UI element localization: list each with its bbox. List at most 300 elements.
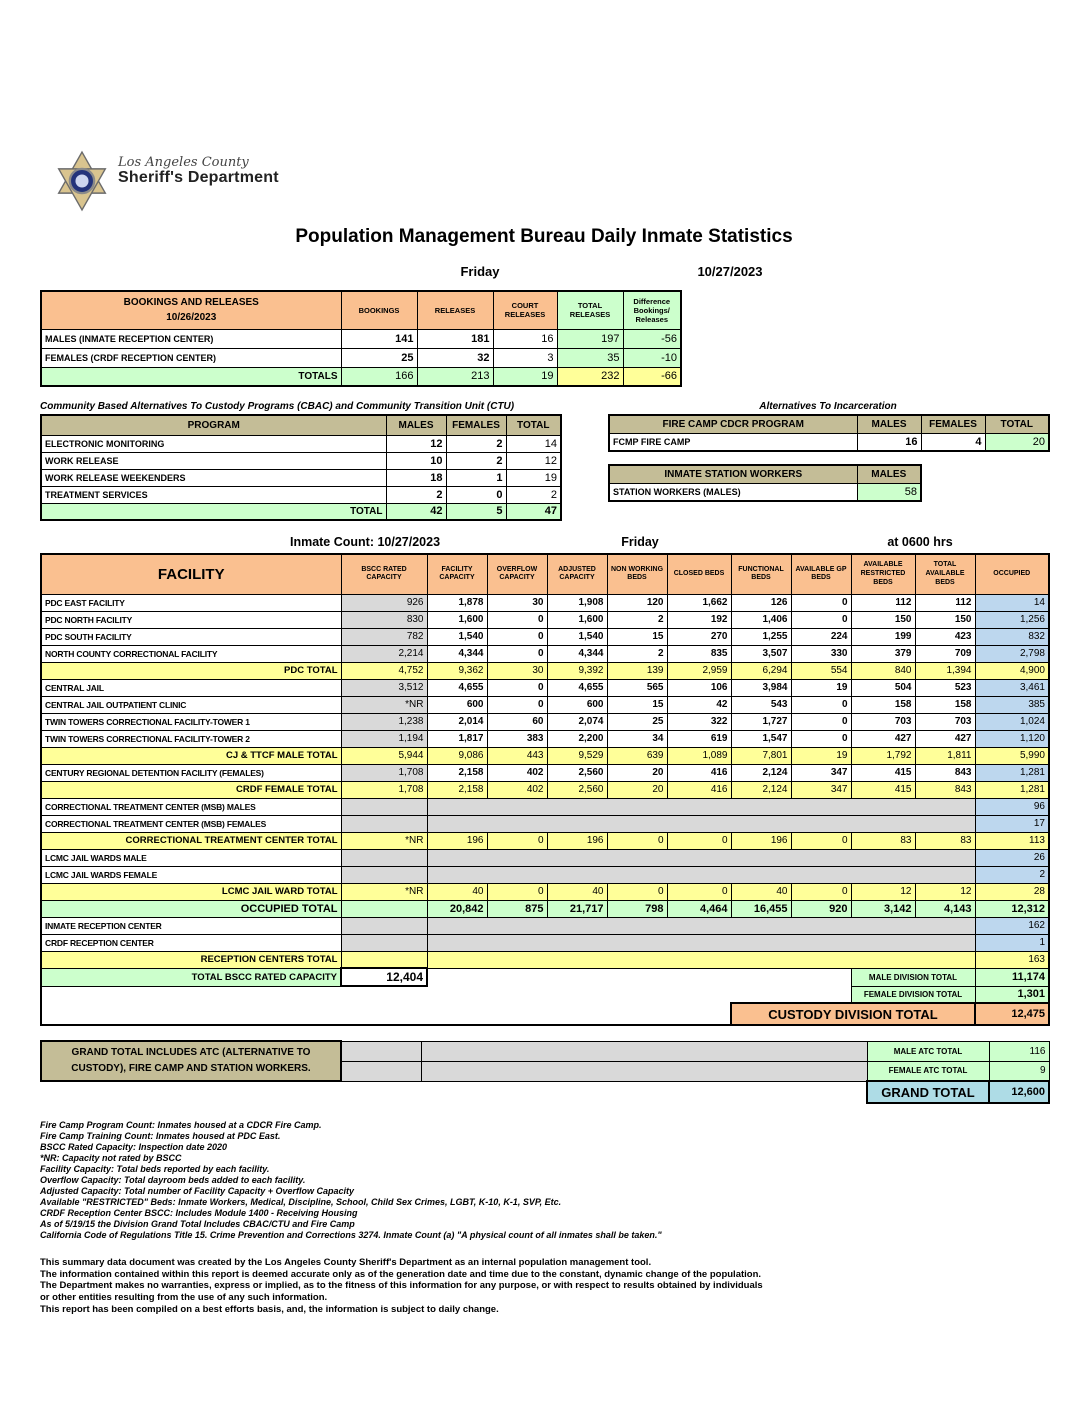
facility-row [41,934,1049,951]
disclaimer [40,1257,1048,1316]
facility-label: PDC EAST FACILITY [41,594,341,611]
subtotal-label: CORRECTIONAL TREATMENT CENTER TOTAL [41,832,341,849]
value-cell: 32 [417,348,493,367]
facility-row [41,594,1049,611]
females-value: 0 [446,486,506,503]
cbac-row [41,469,561,486]
females-value: 2 [446,452,506,469]
fire-camp-total: 20 [985,433,1049,451]
footnote-line: Overflow Capacity: Total dayroom beds added to each facility. [40,1174,306,1185]
station-workers-row [609,483,921,501]
bookings-row [41,329,681,348]
value-cell: 379 [851,645,915,662]
value-cell: 15 [607,696,667,713]
custody-division-row [41,1003,1049,1025]
facility-row [41,798,1049,815]
facility-label: TWIN TOWERS CORRECTIONAL FACILITY-TOWER 1 [41,713,341,730]
value-cell: 4,655 [427,679,487,696]
subtotal-value: 7,801 [731,747,791,764]
cbac-section-title: Community Based Alternatives To Custody Programs (CBAC) and Community Transition Unit (CTU) [40,401,515,412]
facility-row [41,696,1049,713]
grand-total-note [41,1041,341,1081]
footnotes [40,1120,1048,1241]
value-cell: 835 [667,645,731,662]
subtotal-value: 0 [791,883,851,900]
bscc-capacity: 1,708 [341,764,427,781]
footnote-line: Fire Camp Training Count: Inmates housed at PDC East. [40,1130,281,1141]
occupied-total-value: 4,464 [667,900,731,917]
value-cell: 2,200 [547,730,607,747]
value-cell: 1,406 [731,611,791,628]
facility-statistics-table [40,553,1050,1026]
grand-total: 47 [506,503,561,520]
value-cell: 565 [607,679,667,696]
female-division-total-value: 1,301 [975,986,1049,1003]
value-cell: 416 [667,764,731,781]
cbac-row [41,452,561,469]
male-atc-total-label: MALE ATC TOTAL [867,1041,989,1061]
value-cell: 0 [487,645,547,662]
grand-total-section [40,1040,1050,1104]
column-header: COURT RELEASES [493,291,557,329]
filler-cell [41,986,851,1003]
value-cell: -56 [623,329,681,348]
males-value: 12 [386,435,446,452]
subtotal-value: 2,158 [427,781,487,798]
value-cell: 709 [915,645,975,662]
bscc-capacity: 1,238 [341,713,427,730]
totals-value: 232 [557,367,623,386]
filler-cell [41,1003,731,1025]
facility-label: PDC SOUTH FACILITY [41,628,341,645]
value-cell: 112 [851,594,915,611]
occupied-value: 832 [975,628,1049,645]
value-cell: 3,984 [731,679,791,696]
value-cell: 415 [851,764,915,781]
value-cell: 600 [547,696,607,713]
value-cell: 402 [487,764,547,781]
footnote-line: Adjusted Capacity: Total number of Facility Capacity + Overflow Capacity [40,1185,354,1196]
filler-cell [341,1061,421,1081]
facility-label: NORTH COUNTY CORRECTIONAL FACILITY [41,645,341,662]
filler-span [427,798,975,815]
occupied-subtotal: 1,281 [975,781,1049,798]
bscc-capacity: 2,214 [341,645,427,662]
value-cell: 224 [791,628,851,645]
value-cell: 2,560 [547,764,607,781]
value-cell: 15 [607,628,667,645]
facility-row [41,917,1049,934]
total-value: 2 [506,486,561,503]
value-cell: 600 [427,696,487,713]
filler-cell [421,1061,867,1081]
custody-division-total-value: 12,475 [975,1003,1049,1025]
occupied-subtotal: 5,990 [975,747,1049,764]
facility-row [41,713,1049,730]
column-header: BOOKINGS [341,291,417,329]
female-atc-total-value: 9 [989,1061,1049,1081]
occupied-value: 2,798 [975,645,1049,662]
value-cell: 0 [487,611,547,628]
column-header: MALES [857,415,921,433]
value-cell: 1,255 [731,628,791,645]
bscc-capacity: 926 [341,594,427,611]
value-cell: 158 [915,696,975,713]
occupied-subtotal: 163 [975,951,1049,968]
subtotal-value: 40 [731,883,791,900]
facility-label: TWIN TOWERS CORRECTIONAL FACILITY-TOWER 2 [41,730,341,747]
filler-span [427,849,975,866]
subtotal-label: CJ & TTCF MALE TOTAL [41,747,341,764]
disclaimer-line: The information contained within this report is deemed accurate only as of the generation date and time due to the constant, dynamic change of the population. [40,1268,762,1280]
filler-cell [427,968,851,986]
facility-label: LCMC JAIL WARDS MALE [41,849,341,866]
value-cell: 141 [341,329,417,348]
male-atc-total-value: 116 [989,1041,1049,1061]
value-cell: 0 [791,713,851,730]
subtotal-value: 12 [851,883,915,900]
occupied-total-value: 3,142 [851,900,915,917]
value-cell: 1,540 [547,628,607,645]
totals-label: TOTALS [41,367,341,386]
subtotal-label: LCMC JAIL WARD TOTAL [41,883,341,900]
facility-row [41,645,1049,662]
column-header: TOTAL [506,415,561,435]
subtotal-value: 347 [791,781,851,798]
value-cell: 150 [915,611,975,628]
subtotal-value: 415 [851,781,915,798]
footnote-line: As of 5/19/15 the Division Grand Total Includes CBAC/CTU and Fire Camp [40,1218,355,1229]
value-cell: 2 [607,611,667,628]
bookings-title-line1: BOOKINGS AND RELEASES [123,297,259,309]
value-cell: 25 [341,348,417,367]
subtotal-value: 0 [791,832,851,849]
male-division-total-label: MALE DIVISION TOTAL [851,968,975,986]
occupied-value: 162 [975,917,1049,934]
bscc-capacity: 5,944 [341,747,427,764]
grand-total-label: GRAND TOTAL [867,1081,989,1103]
value-cell: 3 [493,348,557,367]
total-bscc-value: 12,404 [341,968,427,986]
bscc-total-row [41,968,1049,986]
subtotal-label: RECEPTION CENTERS TOTAL [41,951,341,968]
bscc-capacity: 4,752 [341,662,427,679]
female-division-row [41,986,1049,1003]
column-header: FACILITY [41,554,341,594]
fire-camp-header-row [609,415,1049,433]
bscc-capacity: 830 [341,611,427,628]
value-cell: 504 [851,679,915,696]
filler-span [427,815,975,832]
bscc-capacity: *NR [341,696,427,713]
subtotal-value: 83 [851,832,915,849]
facility-label: CORRECTIONAL TREATMENT CENTER (MSB) MALES [41,798,341,815]
facility-label: PDC NORTH FACILITY [41,611,341,628]
occupied-value: 1,281 [975,764,1049,781]
occupied-value: 96 [975,798,1049,815]
occupied-value: 385 [975,696,1049,713]
column-header: BSCC RATED CAPACITY [341,554,427,594]
bookings-row [41,348,681,367]
value-cell: 1,540 [427,628,487,645]
value-cell: 0 [791,594,851,611]
subtotal-value: 554 [791,662,851,679]
value-cell: 427 [851,730,915,747]
value-cell: 330 [791,645,851,662]
facility-label: CRDF RECEPTION CENTER [41,934,341,951]
value-cell: 60 [487,713,547,730]
males-value: 2 [386,486,446,503]
bscc-capacity [341,951,427,968]
value-cell: 0 [487,628,547,645]
value-cell: 1,547 [731,730,791,747]
value-cell: 0 [791,696,851,713]
footnote-line: BSCC Rated Capacity: Inspection date 2020 [40,1141,228,1152]
occupied-value: 1,024 [975,713,1049,730]
subtotal-value: 83 [915,832,975,849]
facility-row [41,815,1049,832]
bookings-table-title [41,291,341,329]
subtotal-value: 843 [915,781,975,798]
subtotal-value: 20 [607,781,667,798]
facility-row [41,951,1049,968]
bscc-capacity: *NR [341,832,427,849]
column-header: FACILITY CAPACITY [427,554,487,594]
value-cell: 106 [667,679,731,696]
bookings-header-row [41,291,681,329]
report-day: Friday [460,264,500,279]
value-cell: 423 [915,628,975,645]
column-header: AVAILABLE RESTRICTED BEDS [851,554,915,594]
value-cell: 1,908 [547,594,607,611]
subtotal-value: 40 [547,883,607,900]
footnote-line: Available "RESTRICTED" Beds: Inmate Workers, Medical, Discipline, School, Child Sex Crimes, LGBT, K-10, K-1, SVP, Etc. [40,1196,562,1207]
column-header: RELEASES [417,291,493,329]
row-label: FCMP FIRE CAMP [609,433,857,451]
value-cell: 1,600 [427,611,487,628]
facility-row [41,832,1049,849]
column-header: INMATE STATION WORKERS [609,465,857,483]
subtotal-value: 443 [487,747,547,764]
fire-camp-females: 4 [921,433,985,451]
occupied-grand-total: 12,312 [975,900,1049,917]
subtotal-value: 2,560 [547,781,607,798]
row-label: WORK RELEASE [41,452,386,469]
value-cell: 30 [487,594,547,611]
subtotal-value: 1,394 [915,662,975,679]
subtotal-label: PDC TOTAL [41,662,341,679]
males-value: 18 [386,469,446,486]
facility-label: CORRECTIONAL TREATMENT CENTER (MSB) FEMALES [41,815,341,832]
sheriff-badge-logo [54,150,110,212]
value-cell: 112 [915,594,975,611]
column-header: Difference Bookings/ Releases [623,291,681,329]
subtotal-value: 840 [851,662,915,679]
occupied-total-value: 20,842 [427,900,487,917]
occupied-value: 1 [975,934,1049,951]
value-cell: 0 [791,611,851,628]
column-header: TOTAL [985,415,1049,433]
facility-row [41,866,1049,883]
fire-camp-table [608,414,1050,452]
female-division-total-label: FEMALE DIVISION TOTAL [851,986,975,1003]
agency-county: Los Angeles County [118,155,249,170]
subtotal-value: 9,529 [547,747,607,764]
males-total: 42 [386,503,446,520]
facility-row [41,900,1049,917]
subtotal-value: 402 [487,781,547,798]
facility-label: LCMC JAIL WARDS FEMALE [41,866,341,883]
value-cell: 1,817 [427,730,487,747]
facility-row [41,628,1049,645]
filler-cell [341,1081,421,1103]
grand-total-note-line2: CUSTODY), FIRE CAMP AND STATION WORKERS. [71,1063,311,1074]
column-header: OVERFLOW CAPACITY [487,554,547,594]
row-label: WORK RELEASE WEEKENDERS [41,469,386,486]
value-cell: 158 [851,696,915,713]
column-header: MALES [386,415,446,435]
totals-value: 19 [493,367,557,386]
footnote-line: CRDF Reception Center BSCC: Includes Module 1400 - Receiving Housing [40,1207,358,1218]
filler-span [427,934,975,951]
total-value: 12 [506,452,561,469]
subtotal-value: 30 [487,662,547,679]
subtotal-value: 0 [487,883,547,900]
females-value: 2 [446,435,506,452]
value-cell: 0 [487,679,547,696]
footnote-line: California Code of Regulations Title 15. Crime Prevention and Corrections 3274. Inmate Count (a) "A physical count of all inmates shall be taken." [40,1229,662,1240]
disclaimer-line: The Department makes no warranties, express or implied, as to the fitness of this information for any purpose, or with respect to results obtained by individuals [40,1280,763,1292]
grand-total-note-line1: GRAND TOTAL INCLUDES ATC (ALTERNATIVE TO [71,1047,311,1058]
column-header: FUNCTIONAL BEDS [731,554,791,594]
subtotal-value: 9,086 [427,747,487,764]
column-header: AVAILABLE GP BEDS [791,554,851,594]
bookings-releases-table [40,290,682,387]
cbac-row [41,486,561,503]
filler-cell [421,1041,867,1061]
bscc-capacity [341,917,427,934]
occupied-total-value: 21,717 [547,900,607,917]
bscc-capacity [341,934,427,951]
footnote-line: Facility Capacity: Total beds reported by each facility. [40,1163,270,1174]
value-cell: 4,344 [427,645,487,662]
fire-camp-row [609,433,1049,451]
column-header: FEMALES [446,415,506,435]
grand-total-row-male [41,1041,1049,1061]
value-cell: 383 [487,730,547,747]
facility-label: CENTURY REGIONAL DETENTION FACILITY (FEMALES) [41,764,341,781]
subtotal-value: 196 [547,832,607,849]
value-cell: 2 [607,645,667,662]
report-date-row [40,264,1048,290]
occupied-subtotal: 4,900 [975,662,1049,679]
subtotal-value: 12 [915,883,975,900]
bscc-capacity [341,815,427,832]
bookings-totals-row [41,367,681,386]
ati-section [608,401,1048,521]
value-cell: 0 [791,730,851,747]
value-cell: 2,014 [427,713,487,730]
fire-camp-males: 16 [857,433,921,451]
value-cell: 4,655 [547,679,607,696]
occupied-subtotal: 28 [975,883,1049,900]
station-workers-males: 58 [857,483,921,501]
occupied-total-value: 4,143 [915,900,975,917]
row-label: MALES (INMATE RECEPTION CENTER) [41,329,341,348]
totals-value: 166 [341,367,417,386]
males-value: 10 [386,452,446,469]
value-cell: 703 [915,713,975,730]
value-cell: 543 [731,696,791,713]
footnote-line: *NR: Capacity not rated by BSCC [40,1152,182,1163]
grand-total-row [41,1081,1049,1103]
value-cell: 197 [557,329,623,348]
column-header: ADJUSTED CAPACITY [547,554,607,594]
value-cell: 270 [667,628,731,645]
bscc-capacity: 3,512 [341,679,427,696]
value-cell: 150 [851,611,915,628]
total-value: 14 [506,435,561,452]
value-cell: 35 [557,348,623,367]
bscc-capacity: 1,708 [341,781,427,798]
column-header: TOTAL AVAILABLE BEDS [915,554,975,594]
column-header: OCCUPIED [975,554,1049,594]
bookings-title-line2: 10/26/2023 [166,312,217,324]
filler-span [427,866,975,883]
bscc-capacity [341,849,427,866]
agency-department: Sheriff's Department [118,168,279,186]
facility-row [41,883,1049,900]
cbac-table [40,414,562,521]
value-cell: 2,074 [547,713,607,730]
bscc-capacity: 782 [341,628,427,645]
row-label: FEMALES (CRDF RECEPTION CENTER) [41,348,341,367]
inmate-count-time: at 0600 hrs [887,535,953,549]
bscc-capacity [341,866,427,883]
filler-cell [41,1081,341,1103]
subtotal-value: 9,392 [547,662,607,679]
facility-row [41,781,1049,798]
occupied-value: 3,461 [975,679,1049,696]
facility-header-row [41,554,1049,594]
subtotal-value: 0 [667,832,731,849]
grand-total-value: 12,600 [989,1081,1049,1103]
report-date: 10/27/2023 [697,264,763,279]
cbac-totals-row [41,503,561,520]
value-cell: 25 [607,713,667,730]
mid-section [40,401,1048,521]
female-atc-total-label: FEMALE ATC TOTAL [867,1061,989,1081]
subtotal-value: 196 [427,832,487,849]
facility-label: INMATE RECEPTION CENTER [41,917,341,934]
subtotal-value: 0 [607,883,667,900]
subtotal-label: CRDF FEMALE TOTAL [41,781,341,798]
filler-span [427,951,975,968]
facility-row [41,747,1049,764]
value-cell: 19 [791,679,851,696]
occupied-value: 17 [975,815,1049,832]
total-value: 19 [506,469,561,486]
facility-row [41,679,1049,696]
occupied-total-value: 16,455 [731,900,791,917]
value-cell: 1,600 [547,611,607,628]
totals-value: -66 [623,367,681,386]
total-bscc-label: TOTAL BSCC RATED CAPACITY [41,968,341,986]
value-cell: 322 [667,713,731,730]
column-header: NON WORKING BEDS [607,554,667,594]
column-header: PROGRAM [41,415,386,435]
value-cell: 199 [851,628,915,645]
